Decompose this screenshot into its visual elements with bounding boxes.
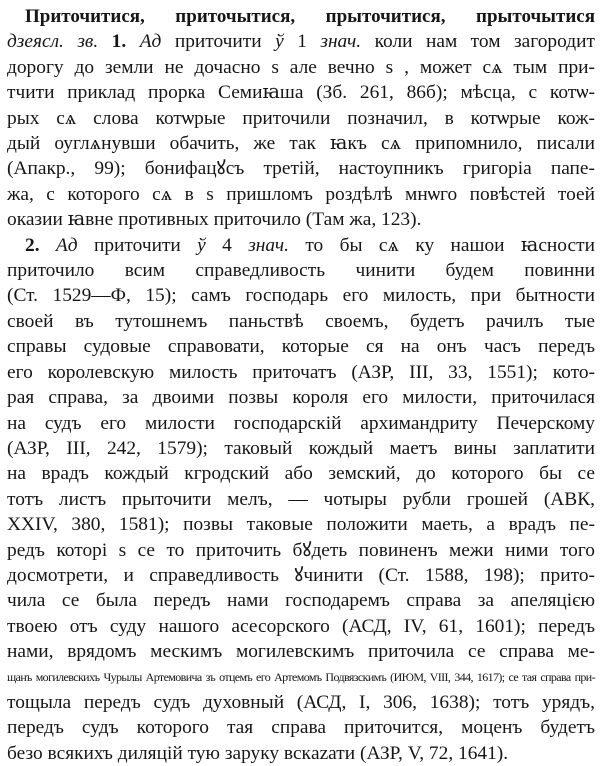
sense-2-n: 4: [222, 234, 232, 256]
sense-1-line: тчити приклад прорка Семиꙗша (Зб. 261, 86б); мѣсца, с котѡ-: [7, 82, 595, 104]
sense-1-line: рых сѧ слова котѡрые приточили позначил, в котѡрые кож-: [7, 107, 595, 129]
sense-2-first-line: [7, 233, 595, 258]
sense-2-line: его королевскую милость приточатъ (АЗР, III, 33, 1551); кото-: [7, 361, 595, 383]
sense-1-first-line: [7, 29, 595, 54]
sense-1-znach: знач.: [320, 31, 362, 53]
grammar-label: дзеясл. зв.: [7, 31, 99, 53]
sense-2-znach: знач.: [248, 234, 289, 256]
sense-2-ref-word: приточити: [93, 234, 181, 256]
sense-2-line: досмотрети, и справедливость ꙋчинити (Ст. 1588, 198); прито-: [7, 564, 595, 586]
sense-1-number: 1.: [111, 31, 127, 53]
sense-2-line: на судъ его милости господарскій архимандриту Печерскому: [7, 412, 595, 434]
sense-2-line: на врадъ кождый кгродский або земский, до которого бы се: [7, 463, 595, 485]
sense-2-line: рая справа, за двоими позвы короля его милости, приточилася: [7, 387, 595, 409]
sense-1-ref-word: приточити: [174, 31, 262, 53]
sense-1-ad: Ад: [139, 31, 162, 53]
sense-1-line: жа, с которого сѧ в s пришломъ роздѣлѣ мнѡго повѣстей тоей: [7, 183, 595, 205]
sense-2-line: передъ судъ которого тая справа приточится, моценъ будетъ: [7, 717, 595, 739]
sense-1-line: (Апакр., 99); бонифацꙋсъ третій, настоупникъ григоріа папе-: [7, 158, 595, 180]
sense-2-line: редъ которі s се то приточить бꙋдеть повиненъ межи ними того: [7, 539, 595, 561]
sense-1-line: дый оуглѧнувши обачить, же так ꙗкъ сѧ припомнило, писали: [7, 133, 595, 155]
sense-2-line: щанъ могилевскихъ Чурылы Артемовича зъ отцемъ его Артемомъ Подвязскимъ (ИЮМ, VIII, 344, 1617); се тая справа при-: [7, 669, 595, 684]
sense-2-line: тощыла передъ судъ духовный (АСД, I, 306, 1638); тотъ урядъ,: [7, 691, 595, 713]
sense-1-first-text: коли нам том загородит: [374, 31, 595, 53]
sense-2-line: приточило всим справедливость чинити будем повинни: [7, 260, 595, 282]
sense-2-ad: Ад: [55, 234, 78, 256]
sense-2-line: своей въ тутошнемъ паньствѣ своемъ, будетъ рачилъ тые: [7, 310, 595, 332]
dictionary-entry: [7, 4, 595, 766]
headword: Приточитися, приточытися, прыточитися, прыточытися: [25, 6, 595, 27]
sense-2-number: 2.: [25, 234, 40, 256]
sense-2-y: ў: [197, 234, 206, 256]
sense-2-line: (АЗР, III, 242, 1579); таковый кождый маетъ вины заплатити: [7, 437, 595, 459]
sense-2-line: XXIV, 380, 1581); позвы таковые положити маеть, а врадъ пе-: [7, 514, 595, 536]
sense-1-line: дорогу до земли не дочасно s але вечно s , может сѧ тым при-: [7, 56, 595, 78]
sense-2-line: тотъ листъ прыточити мелъ, — чотыры рубли грошей (АВК,: [7, 488, 595, 510]
sense-1-line: оказии ꙗвне противных приточило (Там жа, 123).: [7, 209, 422, 231]
sense-2-first-text: то бы сѧ ку нашои ꙗсности: [305, 234, 595, 256]
sense-1-y: ў: [275, 31, 284, 53]
sense-2-line: справы судовые справовати, которые ся на онъ часъ передъ: [7, 336, 595, 358]
sense-2-line: чила се была передъ нами господаремъ справа за апеляцією: [7, 590, 595, 612]
sense-1-n: 1: [297, 31, 307, 53]
sense-2-line: твоею отъ суду нашого асесорского (АСД, IV, 61, 1601); передъ: [7, 615, 595, 637]
sense-2-line: (Ст. 1529—Ф, 15); самъ господарь его милость, при бытности: [7, 285, 595, 307]
sense-2-line: безо всякихъ диляцій тую заруку вскazати (АЗР, V, 72, 1641).: [7, 742, 509, 764]
sense-2-line: нами, врядомъ мескимъ могилевскимъ приточила се справа ме-: [7, 641, 595, 663]
